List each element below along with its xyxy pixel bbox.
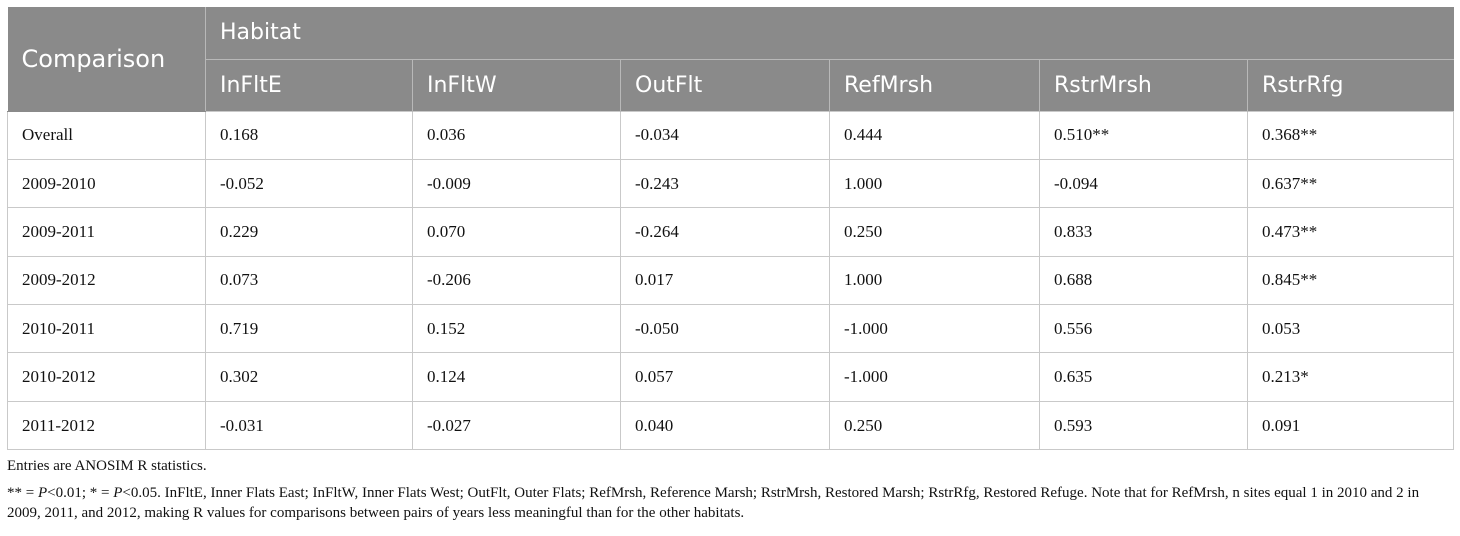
table-cell: 0.833 [1040,208,1248,256]
table-cell: -0.027 [413,401,621,449]
table-cell: 0.556 [1040,305,1248,353]
table-row [8,305,1454,353]
table-cell: -0.009 [413,159,621,207]
table-cell: -0.034 [621,111,830,159]
table-cell: 0.168 [206,111,413,159]
table-cell: 0.229 [206,208,413,256]
table-cell: 0.250 [830,208,1040,256]
row-label: 2010-2011 [8,305,206,353]
row-label: Overall [8,111,206,159]
table-cell: 0.152 [413,305,621,353]
footnote-sig-a: ** = [7,484,38,501]
header-col-inflte: InFltE [206,59,413,111]
table-cell: 0.510** [1040,111,1248,159]
table-cell: -1.000 [830,353,1040,401]
table-cell: 0.036 [413,111,621,159]
table-cell: 0.845** [1248,256,1454,304]
header-col-rstrrfg: RstrRfg [1248,59,1454,111]
row-label: 2009-2010 [8,159,206,207]
footnote-statistic: Entries are ANOSIM R statistics. [7,458,207,474]
table-row [8,159,1454,207]
table-row [8,111,1454,159]
table-cell: 0.250 [830,401,1040,449]
table-cell: 0.593 [1040,401,1248,449]
table-row [8,208,1454,256]
header-col-rstrmrsh: RstrMrsh [1040,59,1248,111]
table-row [8,353,1454,401]
table-cell: 0.637** [1248,159,1454,207]
table-cell: 0.070 [413,208,621,256]
table-cell: 0.053 [1248,305,1454,353]
table-cell: 0.017 [621,256,830,304]
footnote-p-symbol: P [37,484,48,501]
table-cell: 0.635 [1040,353,1248,401]
footnote-p-symbol: P [113,484,123,501]
table-cell: 0.213* [1248,353,1454,401]
header-col-refmrsh: RefMrsh [830,59,1040,111]
footnote-legend [7,483,1447,524]
row-label: 2010-2012 [8,353,206,401]
anosim-table-container [7,7,1453,450]
table-row [8,256,1454,304]
table-cell: -0.031 [206,401,413,449]
table-cell: 0.719 [206,305,413,353]
table-cell: -0.206 [413,256,621,304]
table-cell: 0.057 [621,353,830,401]
table-cell: -0.243 [621,159,830,207]
table-cell: -1.000 [830,305,1040,353]
table-cell: 0.124 [413,353,621,401]
header-habitat-group: Habitat [206,7,1454,59]
header-row-columns [8,59,1454,111]
table-cell: 0.091 [1248,401,1454,449]
header-row-group [8,7,1454,59]
table-row [8,401,1454,449]
table-cell: 0.073 [206,256,413,304]
footnote-sig-b: <0.01; * = [47,484,114,501]
table-cell: 0.368** [1248,111,1454,159]
table-cell: 1.000 [830,159,1040,207]
table-footnotes [7,456,1447,524]
header-col-outflt: OutFlt [621,59,830,111]
table-cell: 0.302 [206,353,413,401]
header-comparison: Comparison [8,7,206,111]
row-label: 2011-2012 [8,401,206,449]
table-cell: 0.688 [1040,256,1248,304]
table-cell: 0.444 [830,111,1040,159]
table-cell: 0.473** [1248,208,1454,256]
row-label: 2009-2011 [8,208,206,256]
table-cell: -0.050 [621,305,830,353]
table-cell: -0.264 [621,208,830,256]
footnote-sig-c: <0.05. InFltE, Inner Flats East; InFltW, Inner Flats West; OutFlt, Outer Flats; RefMrsh, Reference Marsh; RstrMrsh, Restored Marsh; RstrRfg, Restored Refuge. Note that for RefMrsh, n sites equal 1 in 2010 and 2 in 2009, 2011, and 2012, making R values for comparisons between pairs of years less meaningful than for the other habitats. [7,484,1420,521]
table-cell: -0.052 [206,159,413,207]
table-cell: -0.094 [1040,159,1248,207]
table-cell: 0.040 [621,401,830,449]
anosim-table [7,7,1454,450]
row-label: 2009-2012 [8,256,206,304]
header-col-infltw: InFltW [413,59,621,111]
table-cell: 1.000 [830,256,1040,304]
